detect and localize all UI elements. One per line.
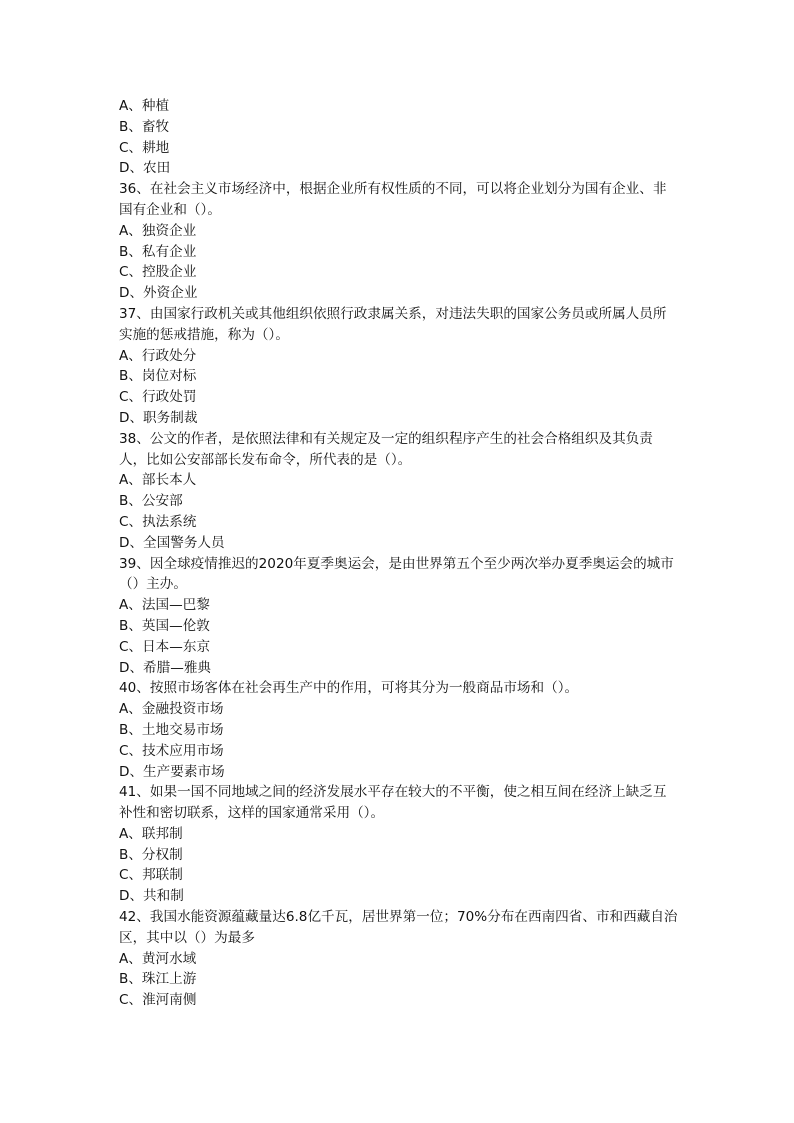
option-c: C、执法系统 bbox=[119, 513, 197, 530]
option-d: D、外资企业 bbox=[119, 285, 198, 302]
option-c: C、日本—东京 bbox=[119, 638, 211, 655]
question-36 bbox=[119, 179, 679, 304]
question-text: 42、我国水能资源蕴藏量达6.8亿千瓦，居世界第一位；70%分布在西南四省、市和西藏自治区，其中以（）为最多 bbox=[119, 909, 678, 946]
question-text: 39、因全球疫情推迟的2020年夏季奥运会，是由世界第五个至少两次举办夏季奥运会的城市（）主办。 bbox=[119, 555, 674, 593]
option-d: D、希腊—雅典 bbox=[119, 659, 212, 676]
option-c: C、邦联制 bbox=[119, 867, 183, 884]
question-39 bbox=[119, 554, 679, 679]
option-a: A、行政处分 bbox=[119, 347, 197, 364]
question-40 bbox=[119, 678, 679, 782]
option-b: B、私有企业 bbox=[119, 243, 197, 260]
question-text: 36、在社会主义市场经济中，根据企业所有权性质的不同，可以将企业划分为国有企业、非国有企业和（）。 bbox=[119, 181, 667, 218]
option-c: C、行政处罚 bbox=[119, 389, 197, 406]
option-b: B、英国—伦敦 bbox=[119, 617, 210, 634]
option-d: D、共和制 bbox=[119, 888, 184, 905]
option-b: B、珠江上游 bbox=[119, 971, 197, 988]
question-38 bbox=[119, 429, 679, 554]
option-c: C、淮河南侧 bbox=[119, 992, 197, 1009]
document-page bbox=[119, 96, 679, 1011]
option-a: A、黄河水域 bbox=[119, 950, 197, 967]
option-d: D、全国警务人员 bbox=[119, 534, 225, 551]
question-42 bbox=[119, 907, 679, 1011]
option-d: D、生产要素市场 bbox=[119, 763, 225, 780]
option-d: D、农田 bbox=[119, 160, 171, 177]
option-c: C、控股企业 bbox=[119, 264, 197, 281]
option-b: B、公安部 bbox=[119, 493, 183, 510]
question-text: 40、按照市场客体在社会再生产中的作用，可将其分为一般商品市场和（）。 bbox=[119, 680, 579, 697]
option-a: A、法国—巴黎 bbox=[119, 597, 210, 614]
question-41 bbox=[119, 782, 679, 907]
question-text: 41、如果一国不同地域之间的经济发展水平存在较大的不平衡，使之相互间在经济上缺乏互补性和密切联系，这样的国家通常采用（）。 bbox=[119, 784, 667, 822]
option-a: A、部长本人 bbox=[119, 472, 197, 489]
option-a: A、金融投资市场 bbox=[119, 701, 224, 718]
option-a: A、种植 bbox=[119, 98, 170, 114]
question-37 bbox=[119, 304, 679, 429]
option-b: B、畜牧 bbox=[119, 118, 170, 135]
option-b: B、岗位对标 bbox=[119, 368, 197, 385]
option-a: A、联邦制 bbox=[119, 825, 183, 842]
option-c: C、耕地 bbox=[119, 139, 170, 156]
option-b: B、分权制 bbox=[119, 846, 183, 863]
option-c: C、技术应用市场 bbox=[119, 742, 224, 759]
question-text: 37、由国家行政机关或其他组织依照行政隶属关系，对违法失职的国家公务员或所属人员所实施的惩戒措施，称为（）。 bbox=[119, 305, 667, 343]
question-text: 38、公文的作者，是依照法律和有关规定及一定的组织程序产生的社会合格组织及其负责人，比如公安部部长发布命令，所代表的是（）。 bbox=[119, 430, 653, 468]
option-a: A、独资企业 bbox=[119, 222, 197, 239]
lead-options bbox=[119, 96, 679, 179]
option-d: D、职务制裁 bbox=[119, 409, 198, 426]
option-b: B、土地交易市场 bbox=[119, 721, 224, 738]
